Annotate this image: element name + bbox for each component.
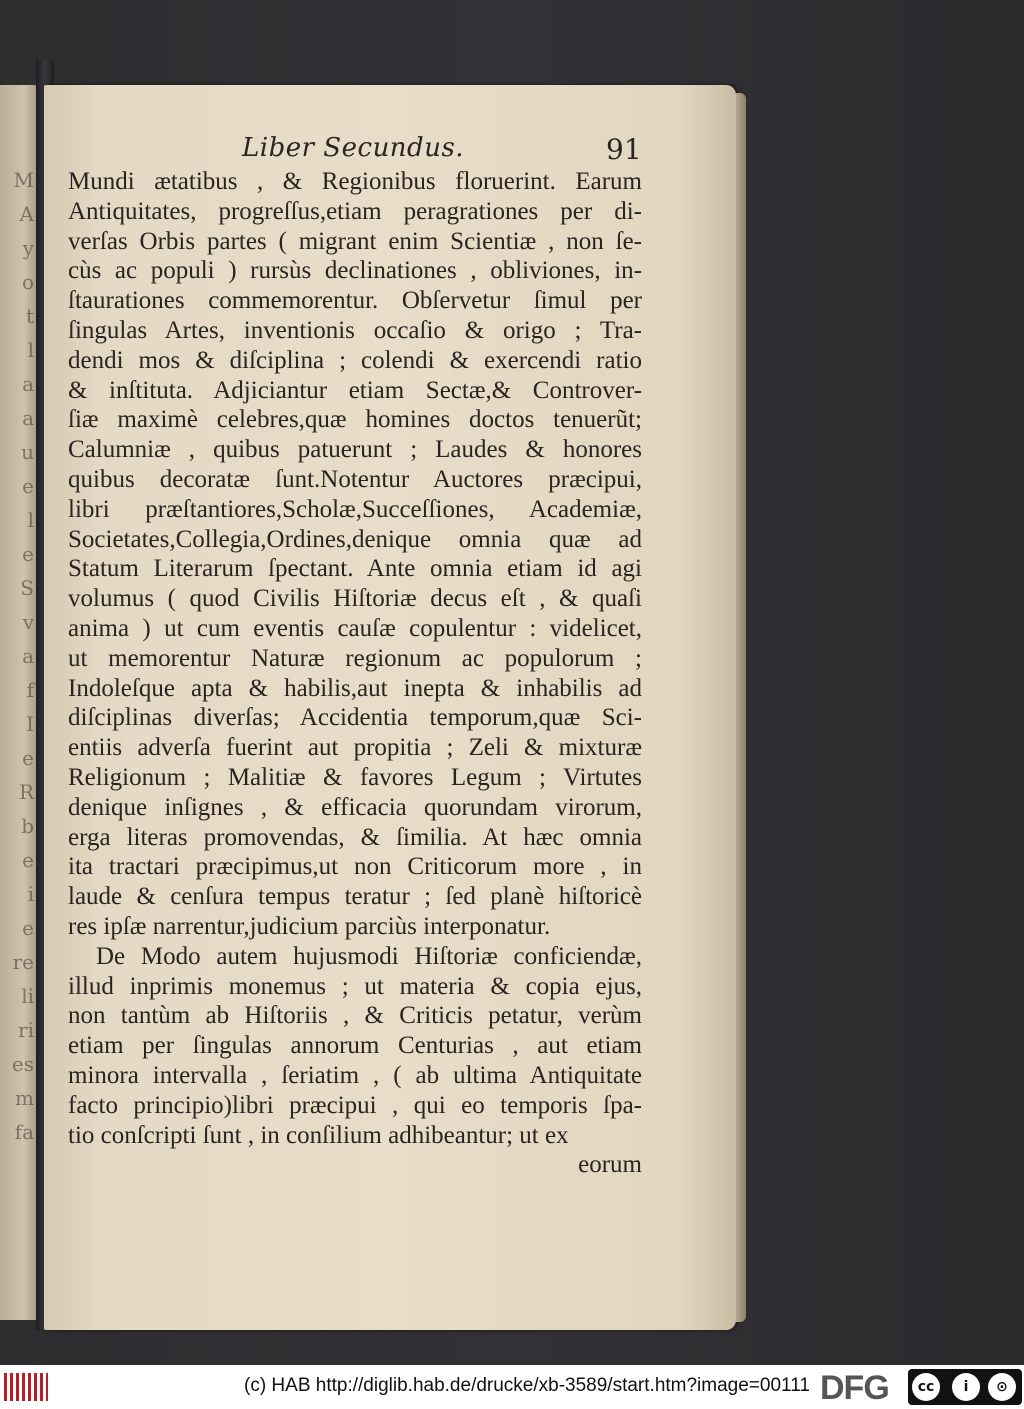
bleed-letter: a — [22, 644, 34, 668]
bleed-letter: e — [22, 916, 34, 940]
text-line: ſingulas Artes, inventionis occaſio & origo ; Tra- — [68, 316, 642, 344]
bleed-letter: M — [13, 168, 34, 192]
text-line: dendi mos & diſciplina ; colendi & exercendi ratio — [68, 346, 642, 374]
text-line: quibus decoratæ ſunt.Notentur Auctores præcipui, — [68, 465, 642, 493]
bleed-letter: i — [27, 882, 34, 906]
bleed-letter: o — [21, 270, 34, 294]
cc-license-badge[interactable] — [908, 1369, 1022, 1405]
text-line: Societates,Collegia,Ordines,denique omnia quæ ad — [68, 525, 642, 553]
bleed-letter: u — [21, 440, 34, 464]
running-head: Liber Secundus. — [242, 133, 465, 163]
bleed-letter: b — [21, 814, 34, 838]
bleed-letter: e — [22, 474, 34, 498]
bleed-letter: fa — [14, 1120, 34, 1144]
text-line: Antiquitates, progreſſus,etiam peragrationes per di- — [68, 197, 642, 225]
text-line: Calumniæ , quibus patuerunt ; Laudes & honores — [68, 436, 642, 464]
text-line: verſas Orbis partes ( migrant enim Scientiæ , non ſe- — [68, 227, 642, 255]
body-text — [68, 167, 642, 1180]
text-line: ſiæ maximè celebres,quæ homines doctos tenuerũt; — [68, 406, 642, 434]
text-line: Indoleſque apta & habilis,aut inepta & inhabilis ad — [68, 674, 642, 702]
book-page — [44, 85, 736, 1330]
bleed-letter: li — [21, 984, 34, 1008]
text-line: cùs ac populi ) rursùs declinationes , obliviones, in- — [68, 257, 642, 285]
text-line: libri præſtantiores,Scholæ,Succeſſiones, Academiæ, — [68, 495, 642, 523]
text-line: non tantùm ab Hiſtoriis , & Criticis petatur, verùm — [68, 1002, 642, 1030]
bleed-letter: es — [11, 1052, 34, 1076]
text-line: entiis adverſa fuerint aut propitia ; Zeli & mixturæ — [68, 734, 642, 762]
text-line: diſciplinas diverſas; Accidentia temporum,quæ Sci- — [68, 704, 642, 732]
previous-page-bleed-letters — [0, 160, 38, 1160]
bleed-letter: e — [22, 848, 34, 872]
text-line: tio conſcripti ſunt , in conſilium adhibeantur; ut ex — [68, 1121, 569, 1149]
bleed-letter: v — [22, 610, 34, 634]
text-line: ita tractari præcipimus,ut non Criticorum more , in — [68, 853, 642, 881]
text-line: minora intervalla , ſeriatim , ( ab ultima Antiquitate — [68, 1061, 642, 1089]
page-fore-edge — [736, 93, 746, 1322]
text-line: volumus ( quod Civilis Hiſtoriæ decus eſt , & quaſi — [68, 585, 642, 613]
text-line: illud inprimis monemus ; ut materia & copia ejus, — [68, 972, 642, 1000]
bleed-letter: y — [22, 236, 34, 260]
text-line: erga literas promovendas, & ſimilia. At hæc omnia — [68, 823, 642, 851]
footer-bar — [0, 1365, 1024, 1409]
cc-icon: cc — [912, 1373, 940, 1401]
bleed-letter: a — [22, 406, 34, 430]
bleed-letter: ri — [18, 1018, 34, 1042]
text-line: facto principio)libri præcipui , qui eo temporis ſpa- — [68, 1091, 642, 1119]
text-line: res ipſæ narrentur,judicium parciùs interponatur. — [68, 912, 551, 940]
bleed-letter: l — [27, 338, 34, 362]
sa-label: SA — [996, 1393, 1007, 1402]
bleed-letter: R — [18, 780, 34, 804]
hab-barcode-logo — [4, 1373, 48, 1401]
text-line: ut memorentur Naturæ regionum ac populorum ; — [68, 644, 642, 672]
text-line: etiam per ſingulas annorum Centurias , aut etiam — [68, 1032, 642, 1060]
text-line: anima ) ut cum eventis cauſæ copulentur : videlicet, — [68, 614, 642, 642]
text-line: ſtaurationes commemorentur. Obſervetur ſimul per — [68, 287, 642, 315]
by-icon: i — [952, 1373, 980, 1401]
sa-icon: ⊙ — [988, 1373, 1016, 1401]
by-label: BY — [960, 1393, 970, 1402]
copyright-credit[interactable]: (c) HAB http://diglib.hab.de/drucke/xb-3589/start.htm?image=00111 — [244, 1375, 810, 1396]
text-line: laude & cenſura tempus teratur ; ſed planè hiſtoricè — [68, 883, 642, 911]
bleed-letter: e — [22, 746, 34, 770]
bleed-letter: e — [22, 542, 34, 566]
bleed-letter: S — [20, 576, 34, 600]
bleed-letter: l — [27, 508, 34, 532]
bleed-letter: t — [25, 304, 34, 328]
text-line: Mundi ætatibus , & Regionibus floruerint. Earum — [68, 168, 642, 195]
bleed-letter: I — [26, 712, 34, 736]
text-line: denique inſignes , & efficacia quorundam virorum, — [68, 793, 642, 821]
text-line: De Modo autem hujusmodi Hiſtoriæ conficiendæ, — [96, 942, 642, 970]
catchword: eorum — [578, 1151, 642, 1179]
text-line: Statum Literarum ſpectant. Ante omnia etiam id agi — [68, 555, 642, 583]
page-number: 91 — [606, 133, 642, 166]
dfg-logo[interactable]: DFG — [820, 1369, 889, 1407]
bleed-letter: A — [19, 202, 34, 226]
text-line: & inſtituta. Adjiciantur etiam Sectæ,& Controver- — [68, 376, 642, 404]
bleed-letter: m — [15, 1086, 34, 1110]
bleed-letter: re — [12, 950, 34, 974]
bleed-letter: f — [26, 678, 34, 702]
bleed-letter: a — [22, 372, 34, 396]
text-line: Religionum ; Malitiæ & favores Legum ; Virtutes — [68, 763, 642, 791]
